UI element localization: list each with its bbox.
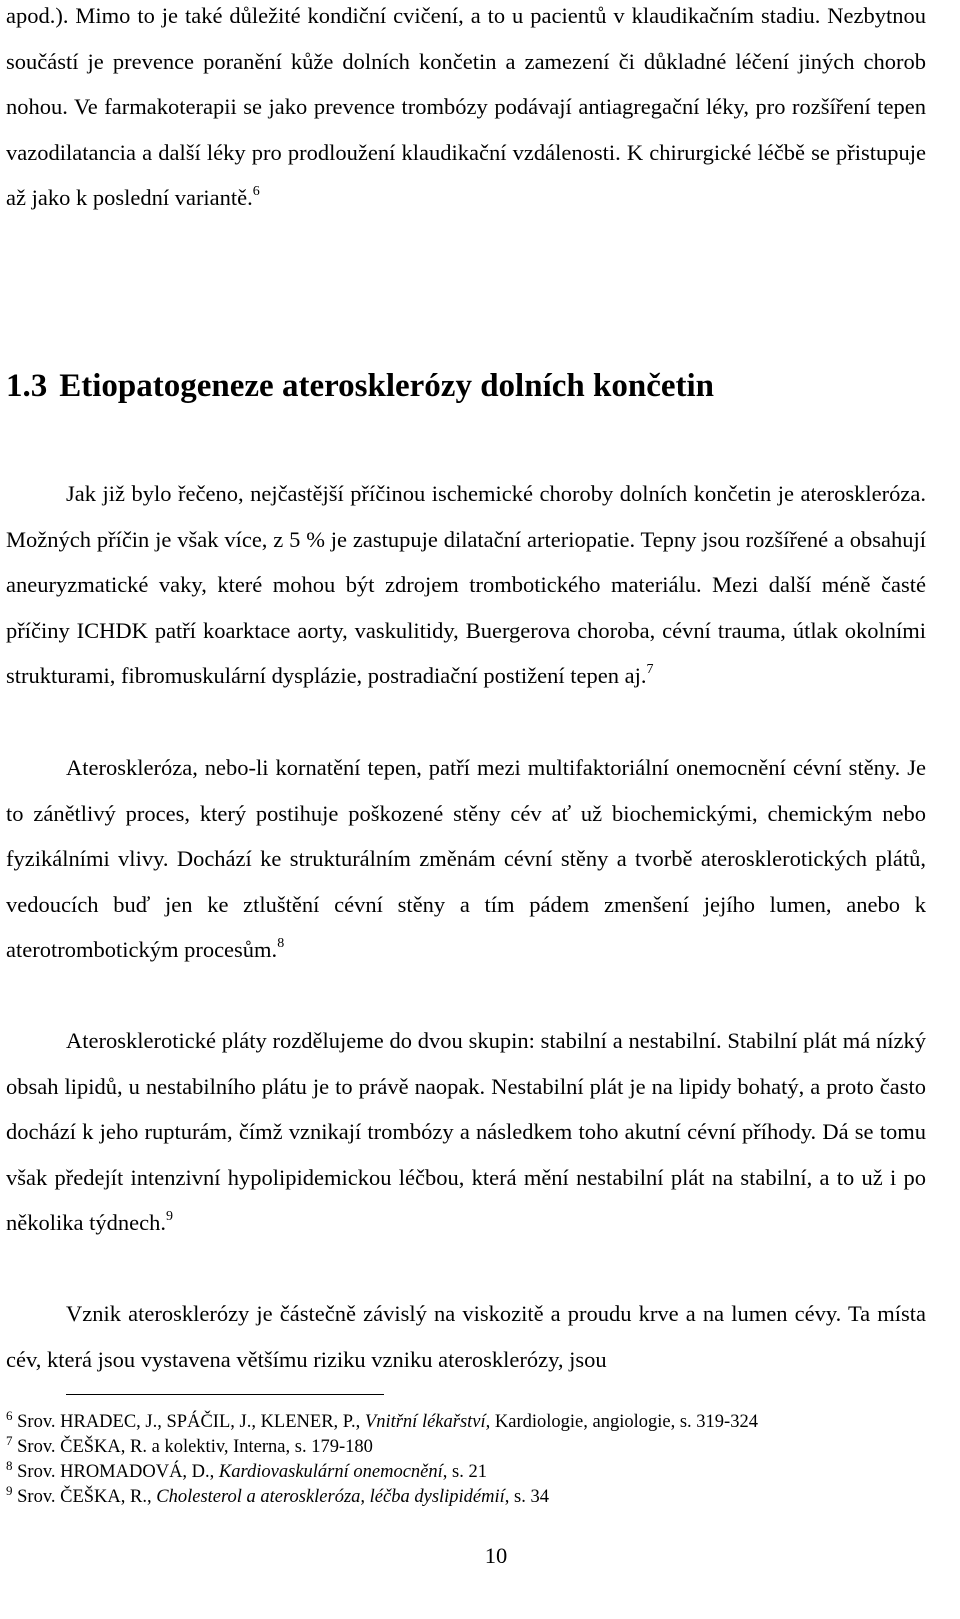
footnote-ref[interactable]: 9 [165, 1209, 173, 1224]
footnote-number: 9 [6, 1483, 13, 1498]
footnote-ref[interactable]: 8 [277, 936, 285, 951]
footnote-separator [66, 1394, 384, 1395]
footnote-ref[interactable]: 6 [252, 184, 260, 199]
footnote-item [6, 1485, 926, 1510]
footnote-title: Vnitřní lékařství, [364, 1412, 491, 1432]
footnote-number: 6 [6, 1408, 13, 1423]
paragraph-viscosity [6, 1291, 926, 1382]
footnote-number: 8 [6, 1458, 13, 1473]
paragraph-treatment [6, 0, 926, 221]
footnotes [6, 1410, 926, 1510]
paragraph-atherosclerosis [6, 745, 926, 973]
section-heading [6, 361, 714, 411]
footnote-item [6, 1410, 926, 1435]
paragraph-text: Ateroskleróza, nebo-li kornatění tepen, patří mezi multifaktoriální onemocnění cévní stěny. Je to zánětlivý proces, který postihuje poškozené stěny cév ať už biochemickými, chemickým nebo fyzikálními vlivy. Dochází ke strukturálním změnám cévní stěny a tvorbě aterosklerotických plátů, vedoucích buď jen ke ztluštění cévní stěny a tím pádem zmenšení jejího lumen, anebo k aterotrombotickým procesům. [6, 755, 926, 962]
footnote-text-end: , s. 21 [442, 1462, 487, 1482]
footnote-item [6, 1460, 926, 1485]
footnote-title: Kardiovaskulární onemocnění [218, 1462, 443, 1482]
footnote-text: Srov. HROMADOVÁ, D., [12, 1462, 219, 1482]
paragraph-causes [6, 471, 926, 699]
footnote-text: Srov. HRADEC, J., SPÁČIL, J., KLENER, P., [12, 1412, 365, 1432]
paragraph-text: apod.). Mimo to je také důležité kondiční cvičení, a to u pacientů v klaudikačním stadiu. Nezbytnou součástí je prevence poranění kůže dolních končetin a zamezení či důkladné léčení jiných chorob nohou. Ve farmakoterapii se jako prevence trombózy podávají antiagregační léky, pro rozšíření tepen vazodilatancia a další léky pro prodloužení klaudikační vzdálenosti. K chirurgické léčbě se přistupuje až jako k poslední variantě. [6, 3, 926, 210]
footnote-title: Cholesterol a ateroskleróza, léčba dyslipidémií [156, 1487, 505, 1507]
footnote-ref[interactable]: 7 [646, 662, 654, 677]
footnote-text-end: Kardiologie, angiologie, s. 319-324 [490, 1412, 758, 1432]
footnote-item [6, 1435, 926, 1460]
paragraph-plaques [6, 1018, 926, 1246]
paragraph-text: Vznik aterosklerózy je částečně závislý na viskozitě a proudu krve a na lumen cévy. Ta místa cév, která jsou vystavena většímu riziku vzniku aterosklerózy, jsou [6, 1301, 926, 1372]
paragraph-text: Jak již bylo řečeno, nejčastější příčinou ischemické choroby dolních končetin je ateroskleróza. Možných příčin je však více, z 5 % je zastupuje dilatační arteriopatie. Tepny jsou rozšířené a obsahují aneuryzmatické vaky, které mohou být zdrojem trombotického materiálu. Mezi další méně časté příčiny ICHDK patří koarktace aorty, vaskulitidy, Buergerova choroba, cévní trauma, útlak okolními strukturami, fibromuskulární dysplázie, postradiační postižení tepen aj. [6, 481, 926, 688]
page-number: 10 [484, 1543, 508, 1568]
paragraph-text: Aterosklerotické pláty rozdělujeme do dvou skupin: stabilní a nestabilní. Stabilní plát má nízký obsah lipidů, u nestabilního plátu je to právě naopak. Nestabilní plát je na lipidy bohatý, a proto často dochází k jeho rupturám, čímž vznikají trombózy a následkem toho akutní cévní příhody. Dá se tomu však předejít intenzivní hypolipidemickou léčbou, která mění nestabilní plát na stabilní, a to už i po několika týdnech. [6, 1028, 926, 1235]
section-number: 1.3 [6, 368, 48, 404]
section-title: Etiopatogeneze aterosklerózy dolních končetin [59, 368, 714, 404]
footnote-text-end: , s. 34 [504, 1487, 549, 1507]
footnote-number: 7 [6, 1433, 13, 1448]
footnote-text: Srov. ČEŠKA, R. a kolektiv, Interna, s. 179-180 [12, 1437, 373, 1457]
footnote-text: Srov. ČEŠKA, R., [12, 1487, 157, 1507]
